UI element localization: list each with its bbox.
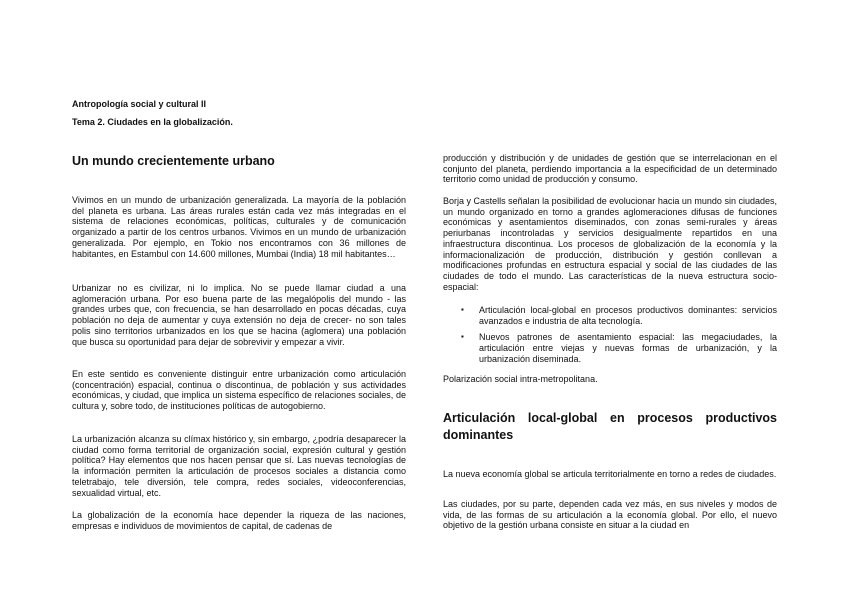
paragraph: Vivimos en un mundo de urbanización generalizada. La mayoría de la población del planeta es urbana. Las áreas rurales están cada vez más integradas en el sistema de relaciones económicas, políticas, culturales y de comunicación organizado a partir de los centros urbanos. Vivimos en un mundo de urbanización generalizada. Por ejemplo, en Tokio nos encontramos con 36 millones de habitantes, en Estambul con 14.600 millones, Mumbai (India) 18 mil habitantes… [72,195,406,259]
bullet-list [443,305,777,371]
paragraph: La nueva economía global se articula territorialmente en torno a redes de ciudades. [443,469,777,479]
paragraph: Las ciudades, por su parte, dependen cada vez más, en sus niveles y modos de vida, de las formas de su articulación a la economía global. Por ello, el nuevo objetivo de la gestión urbana consiste en situar a la ciudad en [443,499,777,531]
paragraph: Urbanizar no es civilizar, ni lo implica. No se puede llamar ciudad a una aglomeración urbana. Por eso buena parte de las megalópolis del mundo - las grandes urbes que, con frecuencia, se han desarrollado en pocas décadas, cuya población no deja de aumentar y cuya extensión no deja de crecer- no son tales polis sino territorios urbanizados en los que se hacina (aglomera) una población que busca su oportunidad para dejar de sobrevivir y empezar a vivir. [72,283,406,347]
list-item [443,332,777,364]
course-title: Antropología social y cultural II [72,99,207,109]
list-item [443,305,777,326]
paragraph: La urbanización alcanza su clímax histórico y, sin embargo, ¿podría desaparecer la ciudad como forma territorial de organización social, expresión cultural y gestión política? Hay elementos que nos hacen pensar que sí. Las nuevas tecnologías de la información permiten la articulación de procesos sociales a distancia como teletrabajo, tele diversión, tele compra, redes sociales, videoconferencias, sexualidad virtual, etc. [72,434,406,498]
section-heading-urbano: Un mundo crecientemente urbano [72,154,275,168]
paragraph: Borja y Castells señalan la posibilidad de evolucionar hacia un mundo sin ciudades, un mundo organizado en torno a grandes aglomeraciones difusas de funciones económicas y asentamientos diseminados, con zonas semi-rurales y áreas periurbanas incontroladas y servicios desigualmente repartidos en una infraestructura discontinua. Los procesos de globalización de la economía y la informacionalización de producción, distribución y gestión conllevan a modificaciones profundas en estructura espacial y social de las ciudades de las ciudades de todo el mundo. Las características de la nueva estructura socio-espacial: [443,196,777,292]
paragraph: La globalización de la economía hace depender la riqueza de las naciones, empresas e individuos de movimientos de capital, de cadenas de [72,510,406,531]
paragraph: En este sentido es conveniente distinguir entre urbanización como articulación (concentración) espacial, continua o discontinua, de población y sus actividades económicas, y ciudad, que implica un sistema específico de relaciones sociales, de cultura y, sobre todo, de instituciones políticas de autogobierno. [72,369,406,412]
topic-title: Tema 2. Ciudades en la globalización. [72,117,233,127]
paragraph: producción y distribución y de unidades de gestión que se interrelacionan en el conjunto del planeta, perdiendo importancia a la especificidad de un determinado territorio como unidad de producción y consumo. [443,153,777,185]
section-heading-articulacion: Articulación local-global en procesos productivos dominantes [443,411,777,442]
paragraph: Polarización social intra-metropolitana. [443,374,598,384]
bullet-square-icon: ▪ [461,332,464,342]
bullet-square-icon: ▪ [461,305,464,314]
list-item-text: Nuevos patrones de asentamiento espacial: las megaciudades, la articulación entre viejas y nuevas formas de urbanización, y la urbanización diseminada. [479,332,777,364]
list-item-text: Articulación local-global en procesos productivos dominantes: servicios avanzados e industria de alta tecnología. [479,305,777,326]
